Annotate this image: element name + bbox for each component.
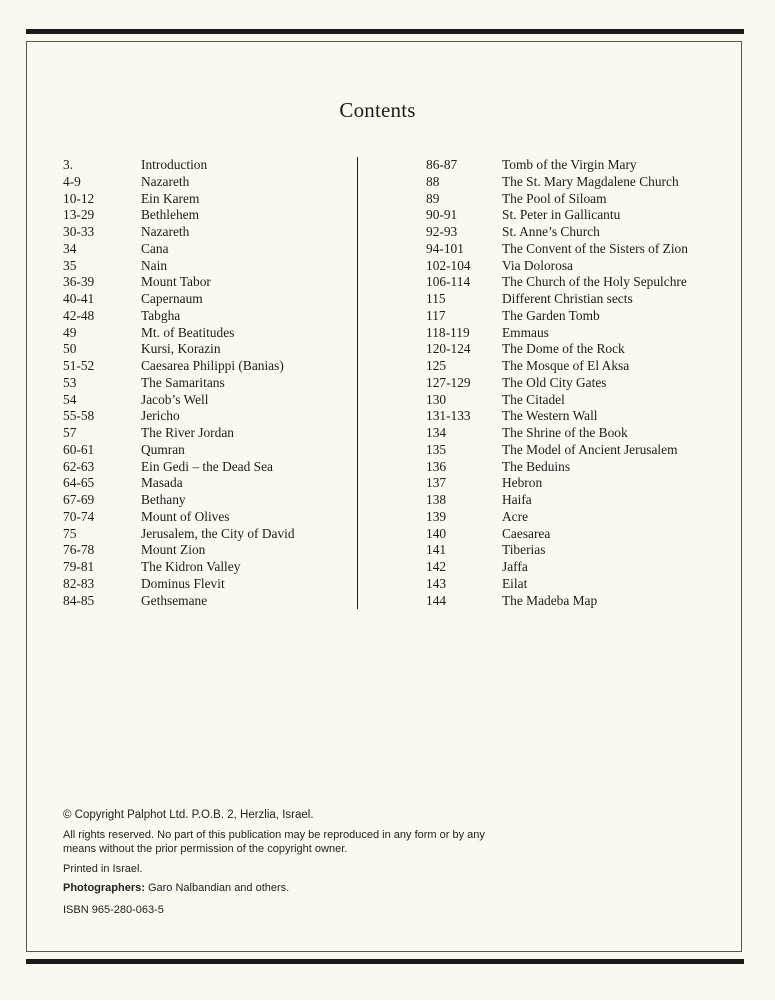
photographers-line (63, 881, 733, 895)
entry-page-number: 84-85 (63, 592, 95, 608)
entry-page-number: 55-58 (63, 408, 95, 424)
entry-title: Tomb of the Virgin Mary (502, 157, 637, 172)
rights-line-2: means without the prior permission of the copyright owner. (63, 843, 348, 855)
entry-page-number: 53 (63, 374, 77, 390)
entry-page-number: 134 (426, 425, 447, 440)
entry-title: Capernaum (141, 291, 203, 306)
contents-entry (63, 157, 353, 174)
contents-entry (426, 542, 726, 559)
entry-page-number: 117 (426, 307, 446, 323)
entry-page-number: 36-39 (63, 274, 95, 290)
entry-title: Jericho (141, 408, 180, 424)
contents-entry (426, 408, 726, 425)
entry-title: Ein Karem (141, 190, 200, 206)
contents-entry (426, 274, 726, 291)
entry-page-number: 75 (63, 525, 77, 541)
contents-column-right (426, 157, 726, 609)
entry-title: The St. Mary Magdalene Church (502, 173, 679, 189)
contents-entry (426, 375, 726, 392)
entry-page-number: 79-81 (63, 559, 95, 574)
entry-title: Eilat (502, 575, 528, 591)
entry-page-number: 30-33 (63, 224, 95, 239)
contents-entry (63, 274, 353, 291)
entry-title: Bethlehem (141, 207, 200, 223)
entry-title: Emmaus (502, 324, 549, 340)
contents-entry (63, 459, 353, 476)
entry-title: The Pool of Siloam (502, 190, 607, 206)
contents-entry (426, 559, 726, 576)
contents-entry (426, 157, 726, 174)
entry-title: The Dome of the Rock (502, 341, 625, 357)
entry-page-number: 13-29 (63, 207, 95, 223)
entry-title: Jaffa (502, 559, 528, 574)
entry-page-number: 35 (63, 257, 77, 273)
contents-entry (426, 509, 726, 526)
entry-page-number: 141 (426, 542, 447, 558)
isbn: ISBN 965-280-063-5 (63, 904, 164, 916)
bottom-rule (26, 959, 744, 964)
colophon (63, 808, 733, 917)
contents-entry (63, 291, 353, 308)
contents-entry (63, 576, 353, 593)
entry-page-number: 34 (63, 240, 77, 256)
entry-title: Nain (141, 257, 168, 273)
entry-page-number: 49 (63, 324, 77, 340)
contents-entry (426, 358, 726, 375)
entry-page-number: 115 (426, 291, 446, 306)
entry-title: Cana (141, 240, 169, 256)
contents-entry (426, 392, 726, 409)
entry-page-number: 138 (426, 492, 447, 507)
entry-title: Haifa (502, 492, 532, 507)
entry-page-number: 143 (426, 575, 447, 591)
entry-title: The Convent of the Sisters of Zion (502, 240, 688, 256)
contents-entry (63, 492, 353, 509)
entry-title: Jacob’s Well (141, 391, 209, 407)
entry-title: Mount of Olives (141, 508, 230, 524)
entry-page-number: 89 (426, 190, 440, 206)
entry-title: The Madeba Map (502, 592, 598, 608)
entry-title: Masada (141, 475, 183, 491)
entry-page-number: 137 (426, 475, 447, 491)
entry-page-number: 135 (426, 441, 447, 457)
entry-page-number: 4-9 (63, 173, 81, 189)
contents-entry (426, 442, 726, 459)
photographers-label: Photographers: (63, 882, 145, 894)
entry-title: The River Jordan (141, 425, 234, 440)
entry-title: Jerusalem, the City of David (141, 525, 295, 541)
entry-title: The Shrine of the Book (502, 425, 628, 440)
entry-title: Mt. of Beatitudes (141, 324, 235, 340)
entry-title: The Mosque of El Aksa (502, 358, 630, 373)
contents-entry (426, 593, 726, 610)
entry-page-number: 67-69 (63, 492, 95, 507)
entry-title: The Model of Ancient Jerusalem (502, 441, 678, 457)
entry-title: Mount Zion (141, 542, 206, 558)
contents-entry (63, 325, 353, 342)
copyright-line: © Copyright Palphot Ltd. P.O.B. 2, Herzlia, Israel. (63, 809, 314, 821)
column-divider (357, 157, 358, 609)
entry-page-number: 144 (426, 592, 447, 608)
contents-entry (63, 425, 353, 442)
contents-entry (63, 442, 353, 459)
entry-page-number: 94-101 (426, 240, 464, 256)
contents-entry (63, 191, 353, 208)
rights-statement (63, 828, 733, 856)
entry-title: Qumran (141, 441, 185, 457)
contents-entry (426, 459, 726, 476)
contents-entry (426, 174, 726, 191)
entry-page-number: 70-74 (63, 508, 95, 524)
entry-title: Tabgha (141, 307, 181, 323)
contents-entry (63, 392, 353, 409)
contents-entry (426, 258, 726, 275)
entry-title: The Church of the Holy Sepulchre (502, 274, 687, 290)
entry-page-number: 60-61 (63, 441, 95, 457)
entry-title: Caesarea (502, 525, 551, 541)
entry-title: The Old City Gates (502, 374, 607, 390)
entry-page-number: 3. (63, 157, 74, 172)
contents-entry (63, 207, 353, 224)
entry-title: Acre (502, 508, 529, 524)
entry-title: Caesarea Philippi (Banias) (141, 358, 284, 373)
entry-page-number: 51-52 (63, 358, 95, 373)
entry-page-number: 76-78 (63, 542, 95, 558)
entry-page-number: 139 (426, 508, 447, 524)
entry-page-number: 106-114 (426, 274, 471, 290)
contents-entry (426, 224, 726, 241)
entry-page-number: 42-48 (63, 307, 95, 323)
entry-title: The Citadel (502, 391, 565, 407)
entry-title: Via Dolorosa (502, 257, 573, 273)
entry-page-number: 88 (426, 173, 440, 189)
contents-entry (63, 341, 353, 358)
contents-entry (426, 341, 726, 358)
entry-page-number: 82-83 (63, 575, 95, 591)
contents-entry (63, 559, 353, 576)
contents-entry (426, 241, 726, 258)
entry-page-number: 120-124 (426, 341, 471, 357)
entry-page-number: 130 (426, 391, 447, 407)
entry-title: Ein Gedi – the Dead Sea (141, 458, 274, 474)
contents-entry (63, 542, 353, 559)
contents-entry (426, 526, 726, 543)
entry-title: Kursi, Korazin (141, 341, 221, 357)
top-rule (26, 29, 744, 34)
entry-page-number: 118-119 (426, 324, 470, 340)
contents-entry (63, 224, 353, 241)
contents-entry (426, 325, 726, 342)
entry-title: Mount Tabor (141, 274, 211, 290)
entry-title: Different Christian sects (502, 291, 633, 306)
contents-entry (426, 308, 726, 325)
entry-title: The Samaritans (141, 374, 225, 390)
entry-title: The Garden Tomb (502, 307, 600, 323)
contents-entry (63, 308, 353, 325)
entry-title: Dominus Flevit (141, 575, 225, 591)
entry-page-number: 10-12 (63, 190, 95, 206)
entry-page-number: 140 (426, 525, 447, 541)
contents-entry (63, 358, 353, 375)
contents-entry (63, 475, 353, 492)
entry-page-number: 136 (426, 458, 447, 474)
printed-line: Printed in Israel. (63, 863, 143, 875)
contents-entry (63, 509, 353, 526)
contents-entry (426, 492, 726, 509)
entry-page-number: 50 (63, 341, 77, 357)
entry-title: Nazareth (141, 224, 190, 239)
photographers-names: Garo Nalbandian and others. (147, 882, 290, 894)
entry-page-number: 125 (426, 358, 447, 373)
entry-page-number: 40-41 (63, 291, 95, 306)
entry-title: Introduction (141, 157, 208, 172)
entry-title: Tiberias (502, 542, 546, 558)
entry-title: Gethsemane (141, 592, 208, 608)
entry-title: Nazareth (141, 173, 190, 189)
contents-entry (426, 576, 726, 593)
contents-entry (63, 174, 353, 191)
contents-entry (426, 425, 726, 442)
entry-page-number: 142 (426, 559, 447, 574)
contents-entry (63, 241, 353, 258)
entry-title: St. Peter in Gallicantu (502, 207, 621, 223)
entry-title: St. Anne’s Church (502, 224, 600, 239)
entry-page-number: 92-93 (426, 224, 458, 239)
entry-page-number: 62-63 (63, 458, 95, 474)
contents-column-left (63, 157, 353, 609)
contents-entry (426, 475, 726, 492)
contents-entry (63, 375, 353, 392)
entry-page-number: 127-129 (426, 374, 471, 390)
contents-entry (63, 408, 353, 425)
rights-line-1: All rights reserved. No part of this publication may be reproduced in any form or by any (63, 829, 485, 841)
contents-entry (63, 593, 353, 610)
entry-title: Hebron (502, 475, 543, 491)
entry-page-number: 90-91 (426, 207, 458, 223)
entry-title: Bethany (141, 492, 186, 507)
entry-title: The Kidron Valley (141, 559, 241, 574)
entry-page-number: 102-104 (426, 257, 471, 273)
contents-entry (426, 207, 726, 224)
contents-entry (63, 258, 353, 275)
entry-page-number: 57 (63, 425, 77, 440)
entry-page-number: 86-87 (426, 157, 458, 172)
page-title: Contents (339, 98, 416, 122)
entry-page-number: 131-133 (426, 408, 471, 424)
contents-entry (426, 191, 726, 208)
contents-entry (426, 291, 726, 308)
entry-title: The Western Wall (502, 408, 598, 424)
contents-entry (63, 526, 353, 543)
entry-title: The Beduins (502, 458, 571, 474)
entry-page-number: 64-65 (63, 475, 95, 491)
entry-page-number: 54 (63, 391, 77, 407)
